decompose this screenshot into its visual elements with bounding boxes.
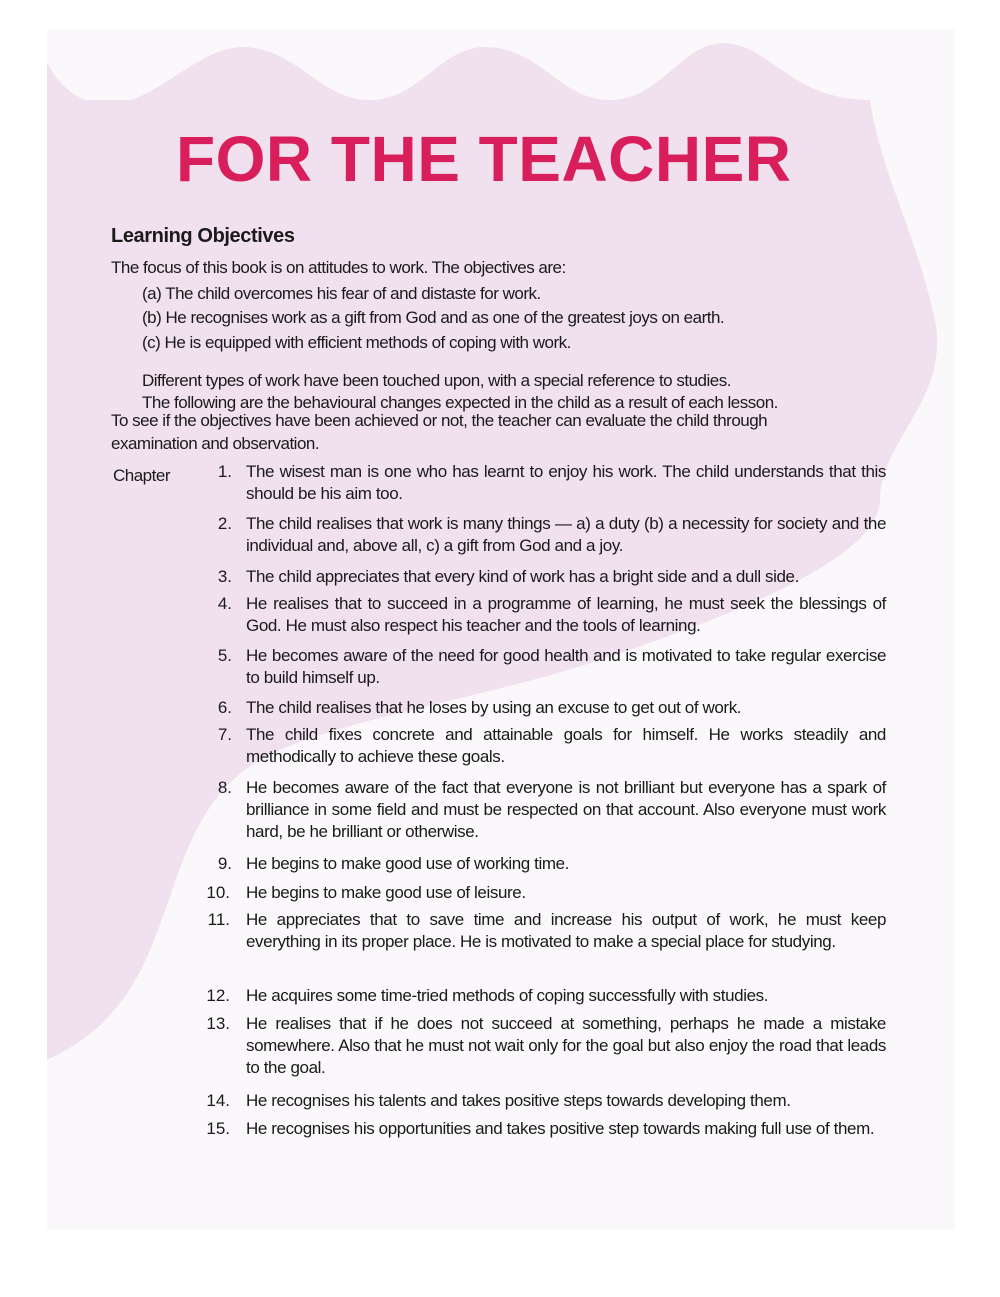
chapter-objective-text: The child appreciates that every kind of work has a bright side and a dull side.: [246, 567, 799, 586]
paragraph-behavioural-line3: examination and observation.: [111, 434, 320, 453]
chapter-number: 11.: [207, 910, 230, 929]
page-title: FOR THE TEACHER: [176, 123, 792, 195]
section-heading: Learning Objectives: [111, 225, 295, 247]
chapter-objective-text: He realises that to succeed in a programme of learning, he must seek the blessings of God. He must also respect his teacher and the tools of learning.: [246, 594, 886, 635]
paragraph-behavioural-line1: The following are the behavioural changes expected in the child as a result of each lesson.: [142, 393, 778, 412]
objective-a: (a) The child overcomes his fear of and distaste for work.: [142, 284, 541, 303]
chapter-objective-text: He begins to make good use of leisure.: [246, 883, 526, 902]
chapter-objective-text: He realises that if he does not succeed at something, perhaps he made a mistake somewhere. Also that he must not wait only for the goal but also enjoy the road that leads to the goal.: [246, 1014, 886, 1077]
chapter-number: 6.: [217, 698, 232, 717]
chapter-objective-text: He becomes aware of the fact that everyone is not brilliant but everyone has a spark of brilliance in some field and must be respected on that account. Also everyone must work hard, be he brilliant or otherwise.: [246, 778, 886, 841]
chapter-objective-text: He acquires some time-tried methods of coping successfully with studies.: [246, 986, 769, 1005]
intro-text: The focus of this book is on attitudes to work. The objectives are:: [111, 258, 566, 277]
chapter-objective-text: The wisest man is one who has learnt to enjoy his work. The child understands that this should be his aim too.: [246, 462, 886, 503]
chapter-objective-text: The child realises that he loses by using an excuse to get out of work.: [246, 698, 742, 717]
chapter-label: Chapter: [113, 466, 170, 485]
objective-c: (c) He is equipped with efficient methods of coping with work.: [142, 333, 571, 352]
chapter-number: 7.: [217, 725, 232, 744]
chapter-number: 2.: [217, 514, 232, 533]
chapter-number: 4.: [217, 594, 232, 613]
chapter-objective-text: The child fixes concrete and attainable goals for himself. He works steadily and methodically to achieve these goals.: [246, 725, 886, 766]
chapter-objective-text: He becomes aware of the need for good health and is motivated to take regular exercise to build himself up.: [246, 646, 886, 687]
chapter-objective-text: The child realises that work is many things — a) a duty (b) a necessity for society and the individual and, above all, c) a gift from God and a joy.: [246, 514, 886, 555]
chapter-objective-text: He begins to make good use of working time.: [246, 854, 569, 873]
chapter-number: 14.: [206, 1091, 230, 1110]
chapter-number: 5.: [217, 646, 232, 665]
chapter-number: 1.: [217, 462, 232, 481]
chapter-number: 13.: [206, 1014, 230, 1033]
chapter-objective-text: He recognises his talents and takes positive steps towards developing them.: [246, 1091, 791, 1110]
chapter-number: 10.: [206, 883, 230, 902]
paragraph-types-of-work: Different types of work have been touched upon, with a special reference to studies.: [142, 371, 731, 390]
chapter-number: 12.: [206, 986, 230, 1005]
chapter-number: 15.: [206, 1119, 230, 1138]
paragraph-behavioural-line2: To see if the objectives have been achieved or not, the teacher can evaluate the child through: [111, 411, 768, 430]
objective-b: (b) He recognises work as a gift from God and as one of the greatest joys on earth.: [142, 308, 725, 327]
chapter-number: 9.: [217, 854, 232, 873]
chapter-objective-text: He appreciates that to save time and increase his output of work, he must keep everything in its proper place. He is motivated to make a special place for studying.: [246, 910, 886, 951]
chapter-number: 8.: [217, 778, 232, 797]
chapter-number: 3.: [217, 567, 232, 586]
chapter-objective-text: He recognises his opportunities and takes positive step towards making full use of them.: [246, 1119, 875, 1138]
